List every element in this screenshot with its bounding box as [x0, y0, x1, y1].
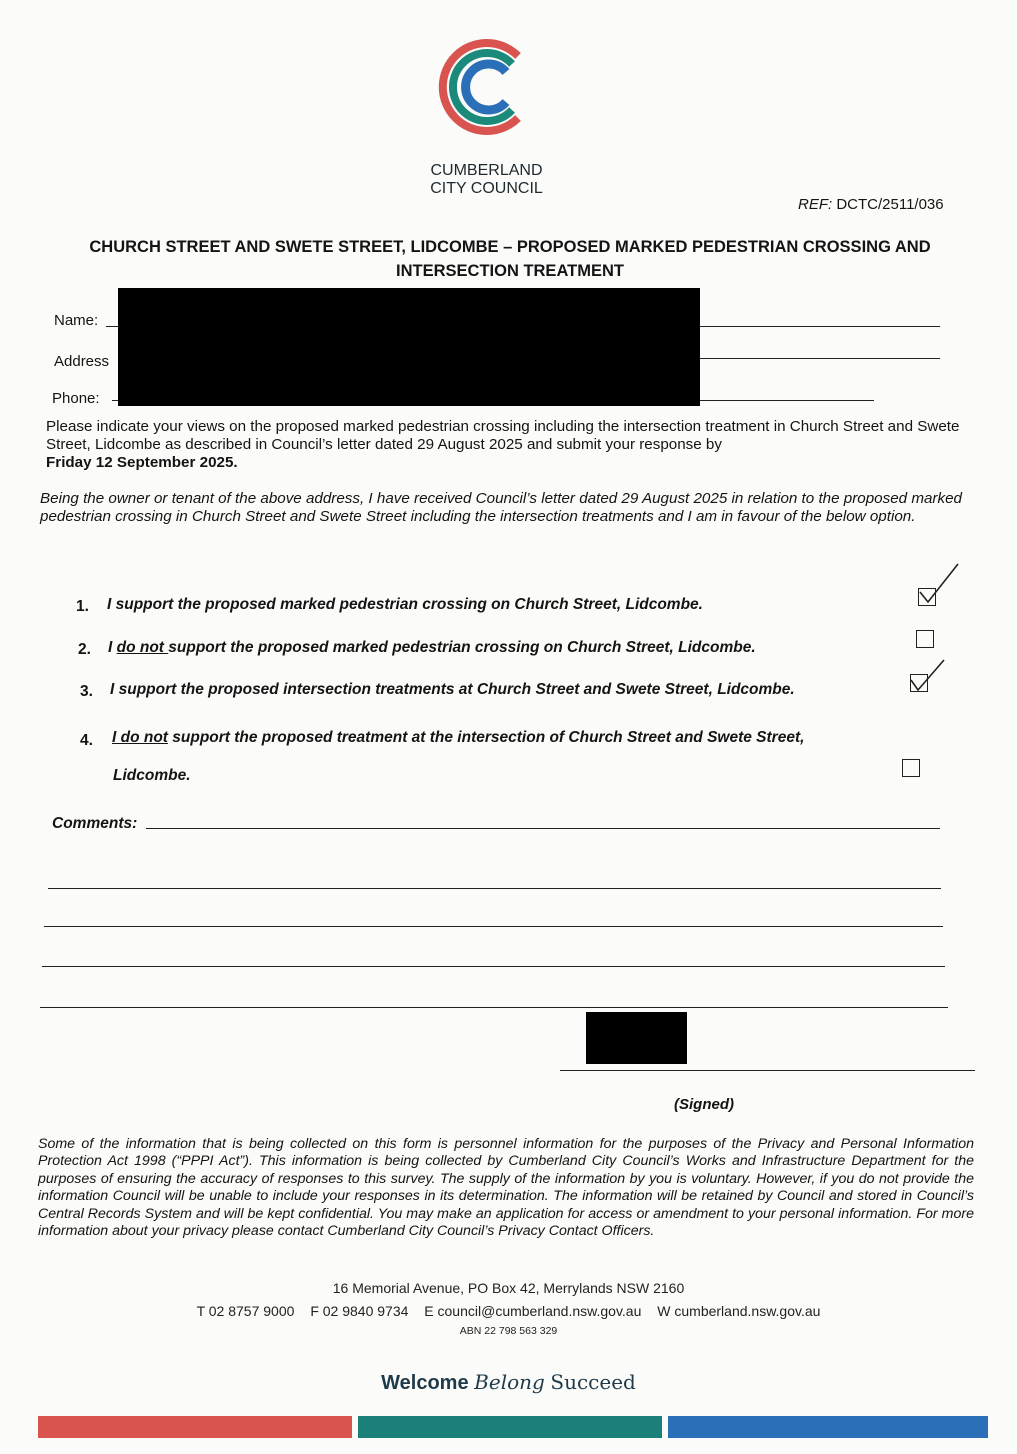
option-2-text-pre: I — [108, 639, 117, 656]
option-4-text-post: support the proposed treatment at the intersection of Church Street and Swete Street, — [167, 729, 805, 746]
option-4-text-line2: Lidcombe. — [113, 767, 191, 784]
privacy-notice: Some of the information that is being collected on this form is personnel information for the purposes of the Privacy and Personal Information Protection Act 1998 (“PPPI Act”). This information is being collected by Cumberland City Council’s Works and Infrastructure Department for the purposes of ensuring the accuracy of responses to this survey. The supply of the information by you is voluntary. However, if you do not provide the information Council will be unable to include your responses in its determination. The information will be retained by Council and stored in Council’s Central Records System and will be kept confidential. You may make an application for access or amendment to your personal information. For more information about your privacy please contact Cumberland City Council’s Privacy Contact Officers. — [38, 1136, 974, 1240]
option-1-tick-icon — [914, 562, 964, 608]
comments-line-5[interactable] — [40, 1007, 948, 1008]
option-2-text-underlined: do not — [116, 639, 169, 656]
footer-address: 16 Memorial Avenue, PO Box 42, Merrylands NSW 2160 — [332, 1280, 685, 1296]
ref-label: REF: — [798, 196, 833, 213]
option-3-text: I support the proposed intersection treatments at Church Street and Swete Street, Lidcombe. — [110, 681, 795, 698]
signature-line[interactable] — [560, 1070, 975, 1071]
phone-label: Phone: — [52, 390, 100, 407]
option-1-text: I support the proposed marked pedestrian crossing on Church Street, Lidcombe. — [107, 596, 703, 613]
logo-blue-arc — [466, 64, 506, 110]
comments-line-1[interactable] — [146, 828, 940, 829]
title-line2: INTERSECTION TREATMENT — [396, 262, 624, 280]
deadline: Friday 12 September 2025. — [46, 454, 238, 471]
option-4-number: 4. — [80, 732, 93, 749]
option-2-checkbox[interactable] — [916, 630, 934, 648]
declaration: Being the owner or tenant of the above address, I have received Council’s letter dated 29 August 2025 in relation to the proposed marked pedestrian crossing in Church Street and Swete Street including the intersection treatments and I am in favour of the below option. — [40, 490, 962, 525]
title-line1: CHURCH STREET AND SWETE STREET, LIDCOMBE – PROPOSED MARKED PEDESTRIAN CROSSING AND — [89, 238, 931, 256]
footer-abn: ABN 22 798 563 329 — [459, 1325, 558, 1337]
footer-email[interactable]: E council@cumberland.nsw.gov.au — [424, 1303, 642, 1319]
option-2-text-post: support the proposed marked pedestrian crossing on Church Street, Lidcombe. — [168, 639, 756, 656]
signed-label: (Signed) — [674, 1096, 734, 1113]
comments-line-3[interactable] — [44, 926, 943, 927]
footer-bar-blue — [668, 1416, 988, 1438]
council-logo-icon — [436, 26, 536, 146]
footer-contact — [0, 1303, 1017, 1319]
tagline — [0, 1370, 1017, 1395]
page-title — [40, 235, 980, 283]
footer-bar-red — [38, 1416, 352, 1438]
option-4-text — [112, 729, 804, 747]
comments-label: Comments: — [52, 815, 138, 832]
footer-fax: F 02 9840 9734 — [310, 1303, 409, 1319]
footer-bar-teal — [358, 1416, 662, 1438]
option-1-number: 1. — [76, 598, 89, 615]
council-name-line1: CUMBERLAND — [430, 162, 543, 179]
signature-redaction — [586, 1012, 687, 1064]
option-4-checkbox[interactable] — [902, 759, 920, 777]
tagline-belong: Belong — [474, 1370, 545, 1394]
redaction-box — [118, 288, 700, 406]
instructions-text: Please indicate your views on the proposed marked pedestrian crossing including the intersection treatment in Church Street and Swete Street, Lidcombe as described in Council’s letter dated 29 August 2025 and submit your response by — [46, 418, 960, 453]
footer-web[interactable]: W cumberland.nsw.gov.au — [657, 1303, 821, 1319]
comments-line-2[interactable] — [48, 888, 941, 889]
option-2-number: 2. — [78, 641, 91, 658]
reference — [798, 196, 944, 213]
council-name — [400, 162, 573, 198]
option-3-number: 3. — [80, 683, 93, 700]
instructions — [46, 418, 981, 472]
option-3-tick-icon — [906, 656, 948, 696]
tagline-welcome: Welcome — [381, 1372, 469, 1394]
name-label: Name: — [54, 312, 99, 329]
ref-value: DCTC/2511/036 — [836, 196, 944, 213]
option-2-text — [108, 639, 756, 657]
option-4-text-underlined: I do not — [112, 729, 168, 746]
tagline-succeed: Succeed — [550, 1370, 636, 1394]
footer-phone: T 02 8757 9000 — [196, 1303, 295, 1319]
comments-line-4[interactable] — [42, 966, 945, 967]
address-label: Address — [54, 353, 110, 370]
council-name-line2: CITY COUNCIL — [430, 180, 543, 197]
